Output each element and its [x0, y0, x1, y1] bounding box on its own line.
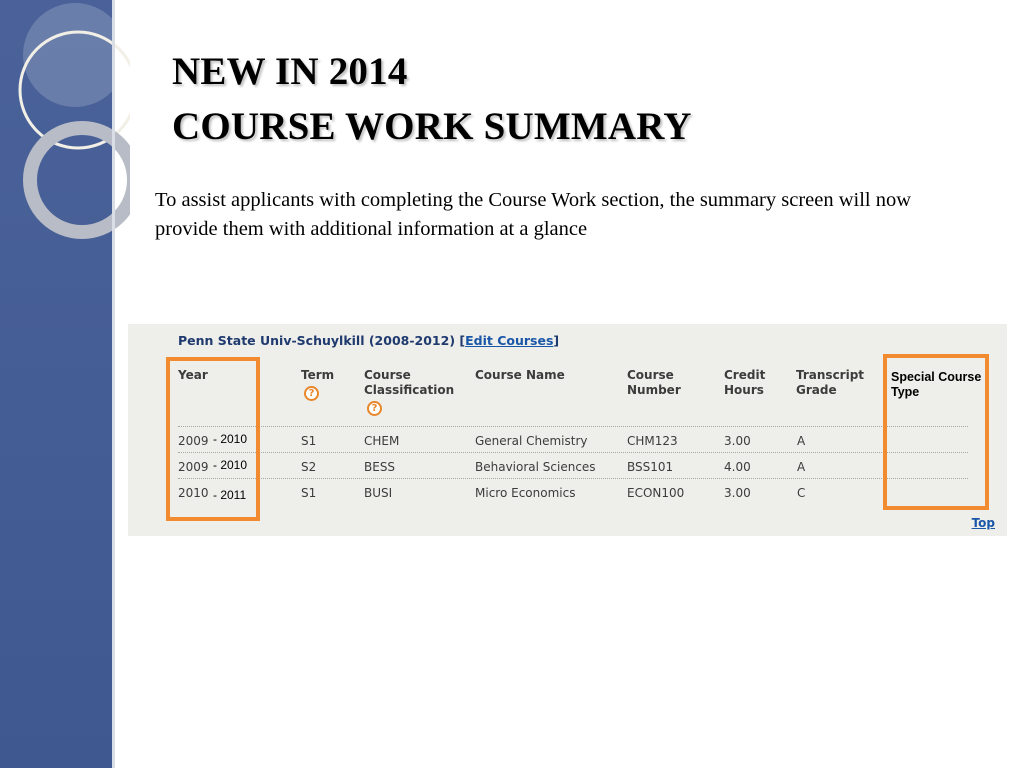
- row-divider: [178, 478, 968, 479]
- cell-term: S1: [301, 486, 317, 500]
- cell-course-number: ECON100: [627, 486, 685, 500]
- header-classification-line1: Course: [364, 368, 411, 382]
- header-special-line1: Special Course: [891, 370, 982, 384]
- ring-thick-decoration: [30, 128, 130, 232]
- cell-course-name: Micro Economics: [475, 486, 576, 500]
- header-transcript-grade: [796, 368, 864, 398]
- header-transcript-grade-line2: Grade: [796, 383, 837, 397]
- cell-classification: BESS: [364, 460, 396, 474]
- cell-term: S1: [301, 434, 317, 448]
- cell-year-end: - 2010: [213, 432, 248, 446]
- cell-grade: C: [797, 486, 806, 500]
- year-highlight-box: [166, 357, 260, 521]
- slide-title: [172, 44, 692, 154]
- cell-year-end: - 2010: [213, 458, 248, 472]
- top-link[interactable]: Top: [971, 516, 995, 530]
- cell-year-end: - 2011: [213, 488, 247, 502]
- classification-help-icon[interactable]: ?: [367, 401, 382, 416]
- cell-course-name: General Chemistry: [475, 434, 588, 448]
- cell-credit-hours: 4.00: [724, 460, 751, 474]
- header-credit-hours-line1: Credit: [724, 368, 766, 382]
- header-term: Term: [301, 368, 335, 382]
- bracket-open: [: [459, 333, 466, 348]
- bracket-close: ]: [553, 333, 560, 348]
- edit-courses-link[interactable]: Edit Courses: [465, 333, 554, 348]
- course-work-summary-panel: [128, 324, 1007, 536]
- cell-term: S2: [301, 460, 317, 474]
- header-credit-hours: [724, 368, 765, 398]
- cell-classification: BUSI: [364, 486, 393, 500]
- header-course-number: [627, 368, 681, 398]
- cell-course-number: CHM123: [627, 434, 678, 448]
- header-course-name: Course Name: [475, 368, 565, 382]
- cell-year: 2010: [178, 486, 209, 500]
- slide-title-line2: COURSE WORK SUMMARY: [172, 105, 692, 148]
- header-course-number-line1: Course: [627, 368, 674, 382]
- cell-grade: A: [797, 460, 806, 474]
- row-divider: [178, 426, 968, 427]
- cell-course-number: BSS101: [627, 460, 674, 474]
- cell-course-name: Behavioral Sciences: [475, 460, 596, 474]
- header-year: Year: [178, 368, 208, 382]
- cell-classification: CHEM: [364, 434, 400, 448]
- cell-grade: A: [797, 434, 806, 448]
- special-type-highlight-box: [883, 354, 989, 510]
- institution-heading: [178, 333, 559, 348]
- decorative-rings: [0, 0, 130, 260]
- cell-credit-hours: 3.00: [724, 434, 751, 448]
- cell-credit-hours: 3.00: [724, 486, 751, 500]
- header-credit-hours-line2: Hours: [724, 383, 764, 397]
- sidebar-divider: [112, 0, 115, 768]
- term-help-icon[interactable]: ?: [304, 386, 319, 401]
- institution-name: Penn State Univ-Schuylkill (2008-2012): [178, 333, 456, 348]
- header-classification: [364, 368, 454, 398]
- cell-year: 2009: [178, 434, 209, 448]
- header-course-number-line2: Number: [627, 383, 681, 397]
- cell-year: 2009: [178, 460, 209, 474]
- header-transcript-grade-line1: Transcript: [796, 368, 865, 382]
- intro-text: To assist applicants with completing the Course Work section, the summary screen will now provide them with additional information at a glance: [155, 189, 912, 240]
- header-special-line2: Type: [891, 385, 920, 399]
- header-classification-line2: Classification: [364, 383, 455, 397]
- row-divider: [178, 452, 968, 453]
- slide-title-line1: NEW IN 2014: [172, 50, 408, 93]
